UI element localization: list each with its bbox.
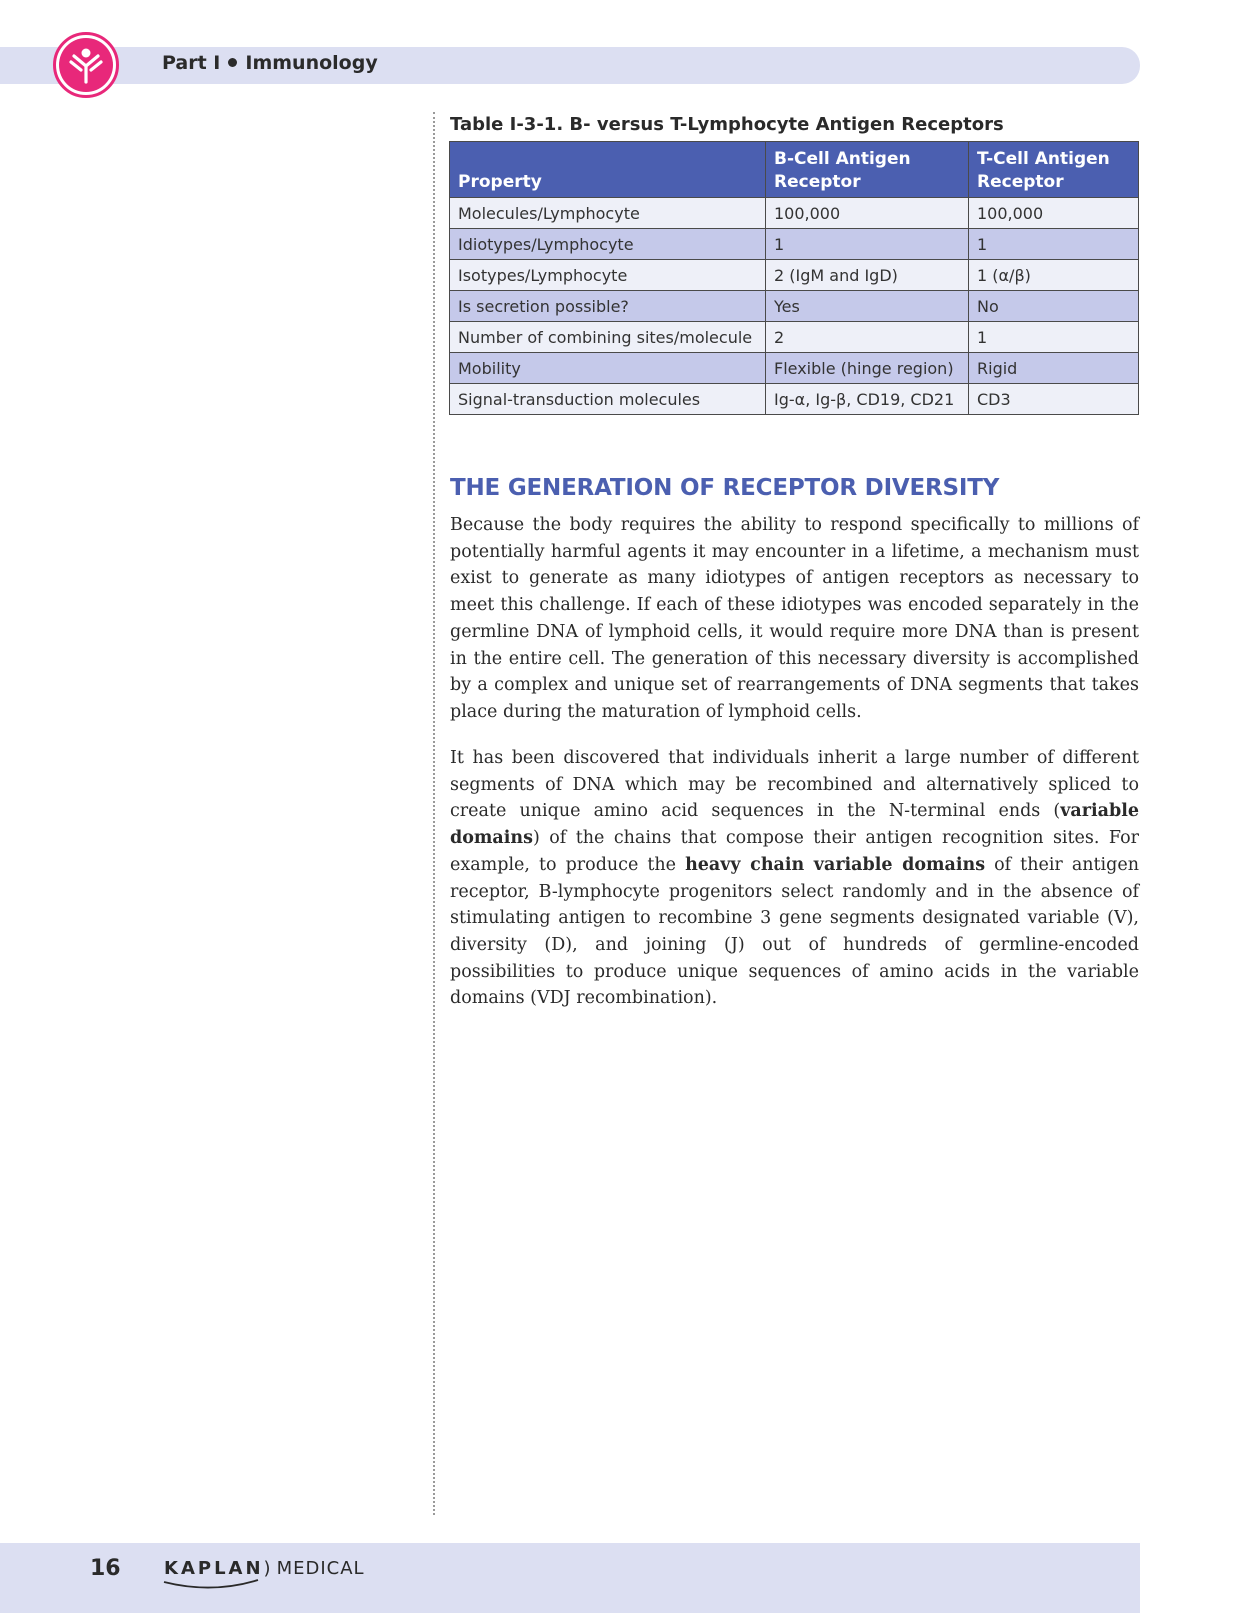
header-b-cell: B-Cell Antigen Receptor [766, 142, 969, 198]
cell-b: Flexible (hinge region) [766, 353, 969, 384]
cell-b: 100,000 [766, 198, 969, 229]
cell-b: 2 (IgM and IgD) [766, 260, 969, 291]
table-row [450, 322, 1139, 353]
margin-divider [433, 112, 435, 1515]
body-paragraph-1: Because the body requires the ability to respond specifically to millions of potentially harmful agents it may encounter in a lifetime, a mechanism must exist to generate as many idiotypes of antigen receptors as necessary to meet this challenge. If each of these idiotypes was encoded separately in the germline DNA of lymphoid cells, it would require more DNA than is present in the entire cell. The generation of this necessary diversity is accomplished by a complex and unique set of rearrangements of DNA segments that takes place during the maturation of lymphoid cells. [450, 515, 1139, 722]
cell-property: Molecules/Lymphocyte [450, 198, 766, 229]
cell-t: 1 [969, 322, 1139, 353]
table-caption: Table I-3-1. B- versus T-Lymphocyte Antigen Receptors [450, 114, 1004, 135]
cell-t: 1 [969, 229, 1139, 260]
cell-t: 1 (α/β) [969, 260, 1139, 291]
page-number: 16 [90, 1556, 121, 1581]
immunology-antibody-icon [53, 32, 119, 98]
bold-term-heavy-chain: heavy chain variable domains [685, 854, 986, 875]
brand-name: KAPLAN [164, 1558, 264, 1579]
cell-b: 2 [766, 322, 969, 353]
cell-property: Mobility [450, 353, 766, 384]
table-row [450, 291, 1139, 322]
kaplan-medical-logo [164, 1558, 365, 1579]
section-title: THE GENERATION OF RECEPTOR DIVERSITY [450, 475, 1000, 501]
cell-property: Isotypes/Lymphocyte [450, 260, 766, 291]
header-subject: Immunology [245, 52, 378, 74]
cell-property: Is secretion possible? [450, 291, 766, 322]
bold-term-variable-domains: variable domains [450, 801, 1139, 849]
receptor-comparison-table [449, 141, 1139, 415]
header-part: Part I [162, 52, 221, 74]
table-row [450, 384, 1139, 415]
bullet-dot-icon [228, 58, 237, 67]
table-row [450, 260, 1139, 291]
brand-suffix: MEDICAL [276, 1558, 365, 1579]
header-property: Property [450, 142, 766, 198]
header-t-cell: T-Cell Antigen Receptor [969, 142, 1139, 198]
cell-t: Rigid [969, 353, 1139, 384]
logo-swoosh-icon [162, 1578, 262, 1592]
cell-b: Yes [766, 291, 969, 322]
brand-paren: ) [263, 1558, 271, 1579]
cell-b: 1 [766, 229, 969, 260]
cell-t: 100,000 [969, 198, 1139, 229]
cell-property: Signal-transduction molecules [450, 384, 766, 415]
running-header [162, 52, 378, 74]
cell-b: Ig-α, Ig-β, CD19, CD21 [766, 384, 969, 415]
body-paragraph-2: It has been discovered that individuals inherit a large number of different segments of DNA which may be recombined and alternatively spliced to create unique amino acid sequences in the N-terminal ends (variable domains) of the chains that compose their antigen recognition sites. For example, to produce the heavy chain variable domains of their antigen receptor, B-lymphocyte progenitors select randomly and in the absence of stimulating antigen to recombine 3 gene segments designated variable (V), diversity (D), and joining (J) out of hundreds of germline-encoded possibilities to produce unique sequences of amino acids in the variable domains (VDJ recombination). [450, 748, 1139, 1009]
cell-t: CD3 [969, 384, 1139, 415]
table-header-row [450, 142, 1139, 198]
cell-property: Number of combining sites/molecule [450, 322, 766, 353]
table-row [450, 198, 1139, 229]
table-row [450, 353, 1139, 384]
cell-property: Idiotypes/Lymphocyte [450, 229, 766, 260]
table-row [450, 229, 1139, 260]
cell-t: No [969, 291, 1139, 322]
